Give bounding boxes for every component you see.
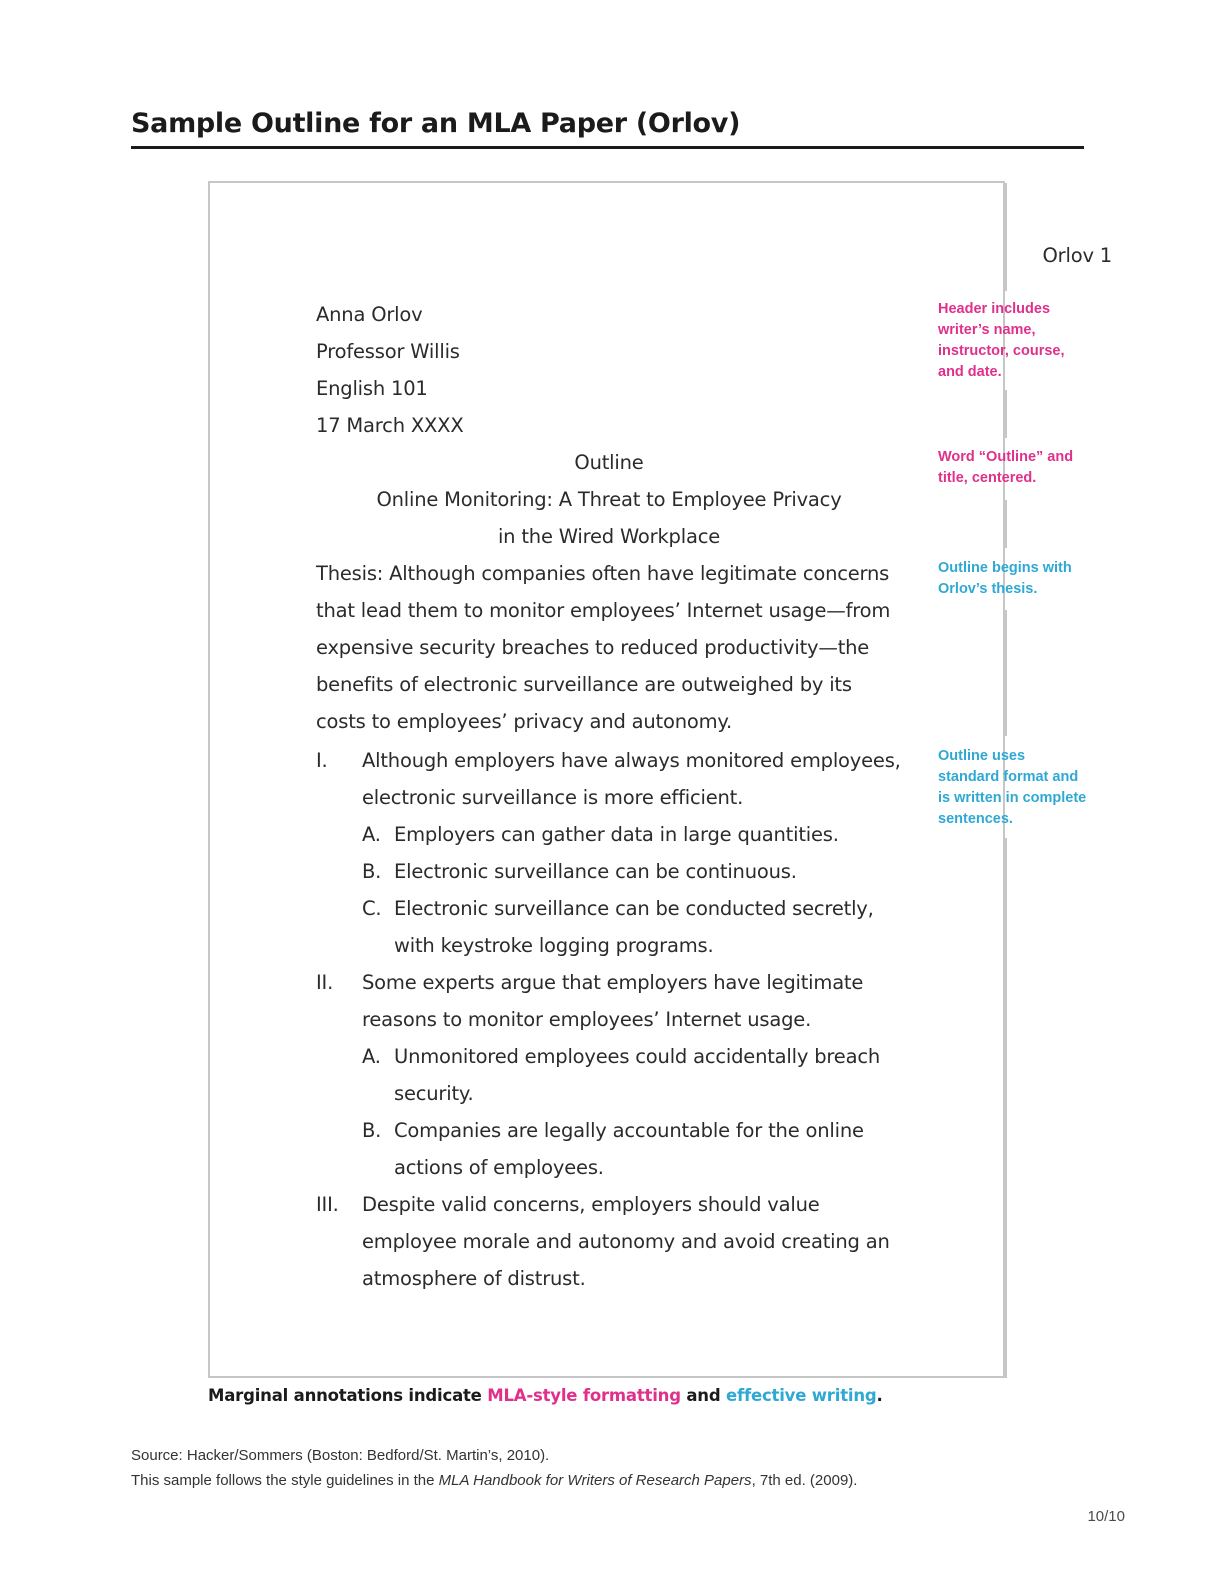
margin-annotation: Header includes writer’s name, instructor, course, and date. (938, 301, 1065, 380)
annotation-connector-rule (1004, 838, 1007, 1378)
outline-roman-item (316, 1186, 912, 1297)
annotation-legend (208, 1386, 883, 1405)
outline-sub-marker: C. (362, 897, 382, 920)
header-line-name: Anna Orlov (316, 303, 423, 326)
thesis-statement: Thesis: Although companies often have legitimate concerns that lead them to monitor employees’ Internet usage—from expensive security breaches to reduced productivity—the benefits of electronic surveillance are outweighed by its costs to employees’ privacy and autonomy. (316, 562, 891, 733)
paper-title-line-1: Online Monitoring: A Threat to Employee Privacy (376, 488, 842, 511)
annotation-connector-rule (1004, 610, 1007, 736)
source-guidelines-prefix: This sample follows the style guidelines in the (131, 1472, 439, 1489)
mla-header-block (316, 296, 876, 444)
source-line-guidelines (131, 1468, 857, 1493)
outline-sub-marker: B. (362, 1119, 382, 1142)
legend-period: . (876, 1386, 883, 1405)
paper-title-line-2: in the Wired Workplace (497, 525, 721, 548)
header-line-course: English 101 (316, 377, 428, 400)
outline-sub-text: Companies are legally accountable for the online actions of employees. (394, 1119, 864, 1179)
outline-roman-item (316, 742, 912, 816)
page-number: 10/10 (1087, 1508, 1125, 1525)
outline-list (316, 742, 912, 1297)
margin-annotation: Outline begins with Orlov’s thesis. (938, 560, 1072, 597)
running-head: Orlov 1 (1042, 244, 1112, 267)
outline-sub-text: Electronic surveillance can be conducted secretly, with keystroke logging programs. (394, 897, 874, 957)
outline-roman-text: Some experts argue that employers have legitimate reasons to monitor employees’ Internet usage. (362, 971, 864, 1031)
outline-sub-list (362, 1038, 912, 1186)
outline-roman-marker: II. (316, 971, 334, 994)
source-handbook-title: MLA Handbook for Writers of Research Papers (438, 1472, 752, 1489)
annotation-connector-rule (1004, 390, 1007, 438)
source-line-publisher: Source: Hacker/Sommers (Boston: Bedford/St. Martin’s, 2010). (131, 1447, 550, 1464)
outline-sub-item (362, 890, 912, 964)
legend-mla-style-term: MLA-style formatting (487, 1386, 681, 1405)
annotation-connector-rule (1004, 500, 1007, 548)
header-line-date: 17 March XXXX (316, 414, 464, 437)
legend-lead-text: Marginal annotations indicate (208, 1386, 488, 1405)
margin-annotation: Word “Outline” and title, centered. (938, 449, 1074, 486)
outline-roman-text: Despite valid concerns, employers should value employee morale and autonomy and avoid creating an atmosphere of distrust. (362, 1193, 890, 1290)
outline-sub-item (362, 853, 912, 890)
legend-conjunction: and (680, 1386, 726, 1405)
legend-effective-writing-term: effective writing (726, 1386, 877, 1405)
header-line-instructor: Professor Willis (316, 340, 460, 363)
margin-annotation: Outline uses standard format and is written in complete sentences. (938, 748, 1087, 827)
outline-sub-item (362, 816, 912, 853)
outline-sub-marker: A. (362, 823, 381, 846)
outline-roman-marker: III. (316, 1193, 339, 1216)
outline-sub-marker: B. (362, 860, 382, 883)
outline-heading: Outline (574, 451, 644, 474)
outline-roman-marker: I. (316, 749, 328, 772)
source-guidelines-suffix: , 7th ed. (2009). (751, 1472, 858, 1489)
source-citation-block (131, 1443, 857, 1493)
outline-sub-text: Employers can gather data in large quantities. (394, 823, 839, 846)
outline-sub-text: Unmonitored employees could accidentally breach security. (394, 1045, 880, 1105)
outline-sub-list (362, 816, 912, 964)
outline-sub-text: Electronic surveillance can be continuous. (394, 860, 797, 883)
paper-title (316, 481, 902, 555)
outline-roman-item (316, 964, 912, 1038)
outline-roman-text: Although employers have always monitored employees, electronic surveillance is more efficient. (362, 749, 901, 809)
annotation-connector-rule (1004, 183, 1007, 291)
outline-sub-marker: A. (362, 1045, 381, 1068)
title-underline-rule (131, 146, 1084, 149)
outline-sub-item (362, 1112, 912, 1186)
page-title: Sample Outline for an MLA Paper (Orlov) (131, 108, 741, 139)
outline-sub-item (362, 1038, 912, 1112)
